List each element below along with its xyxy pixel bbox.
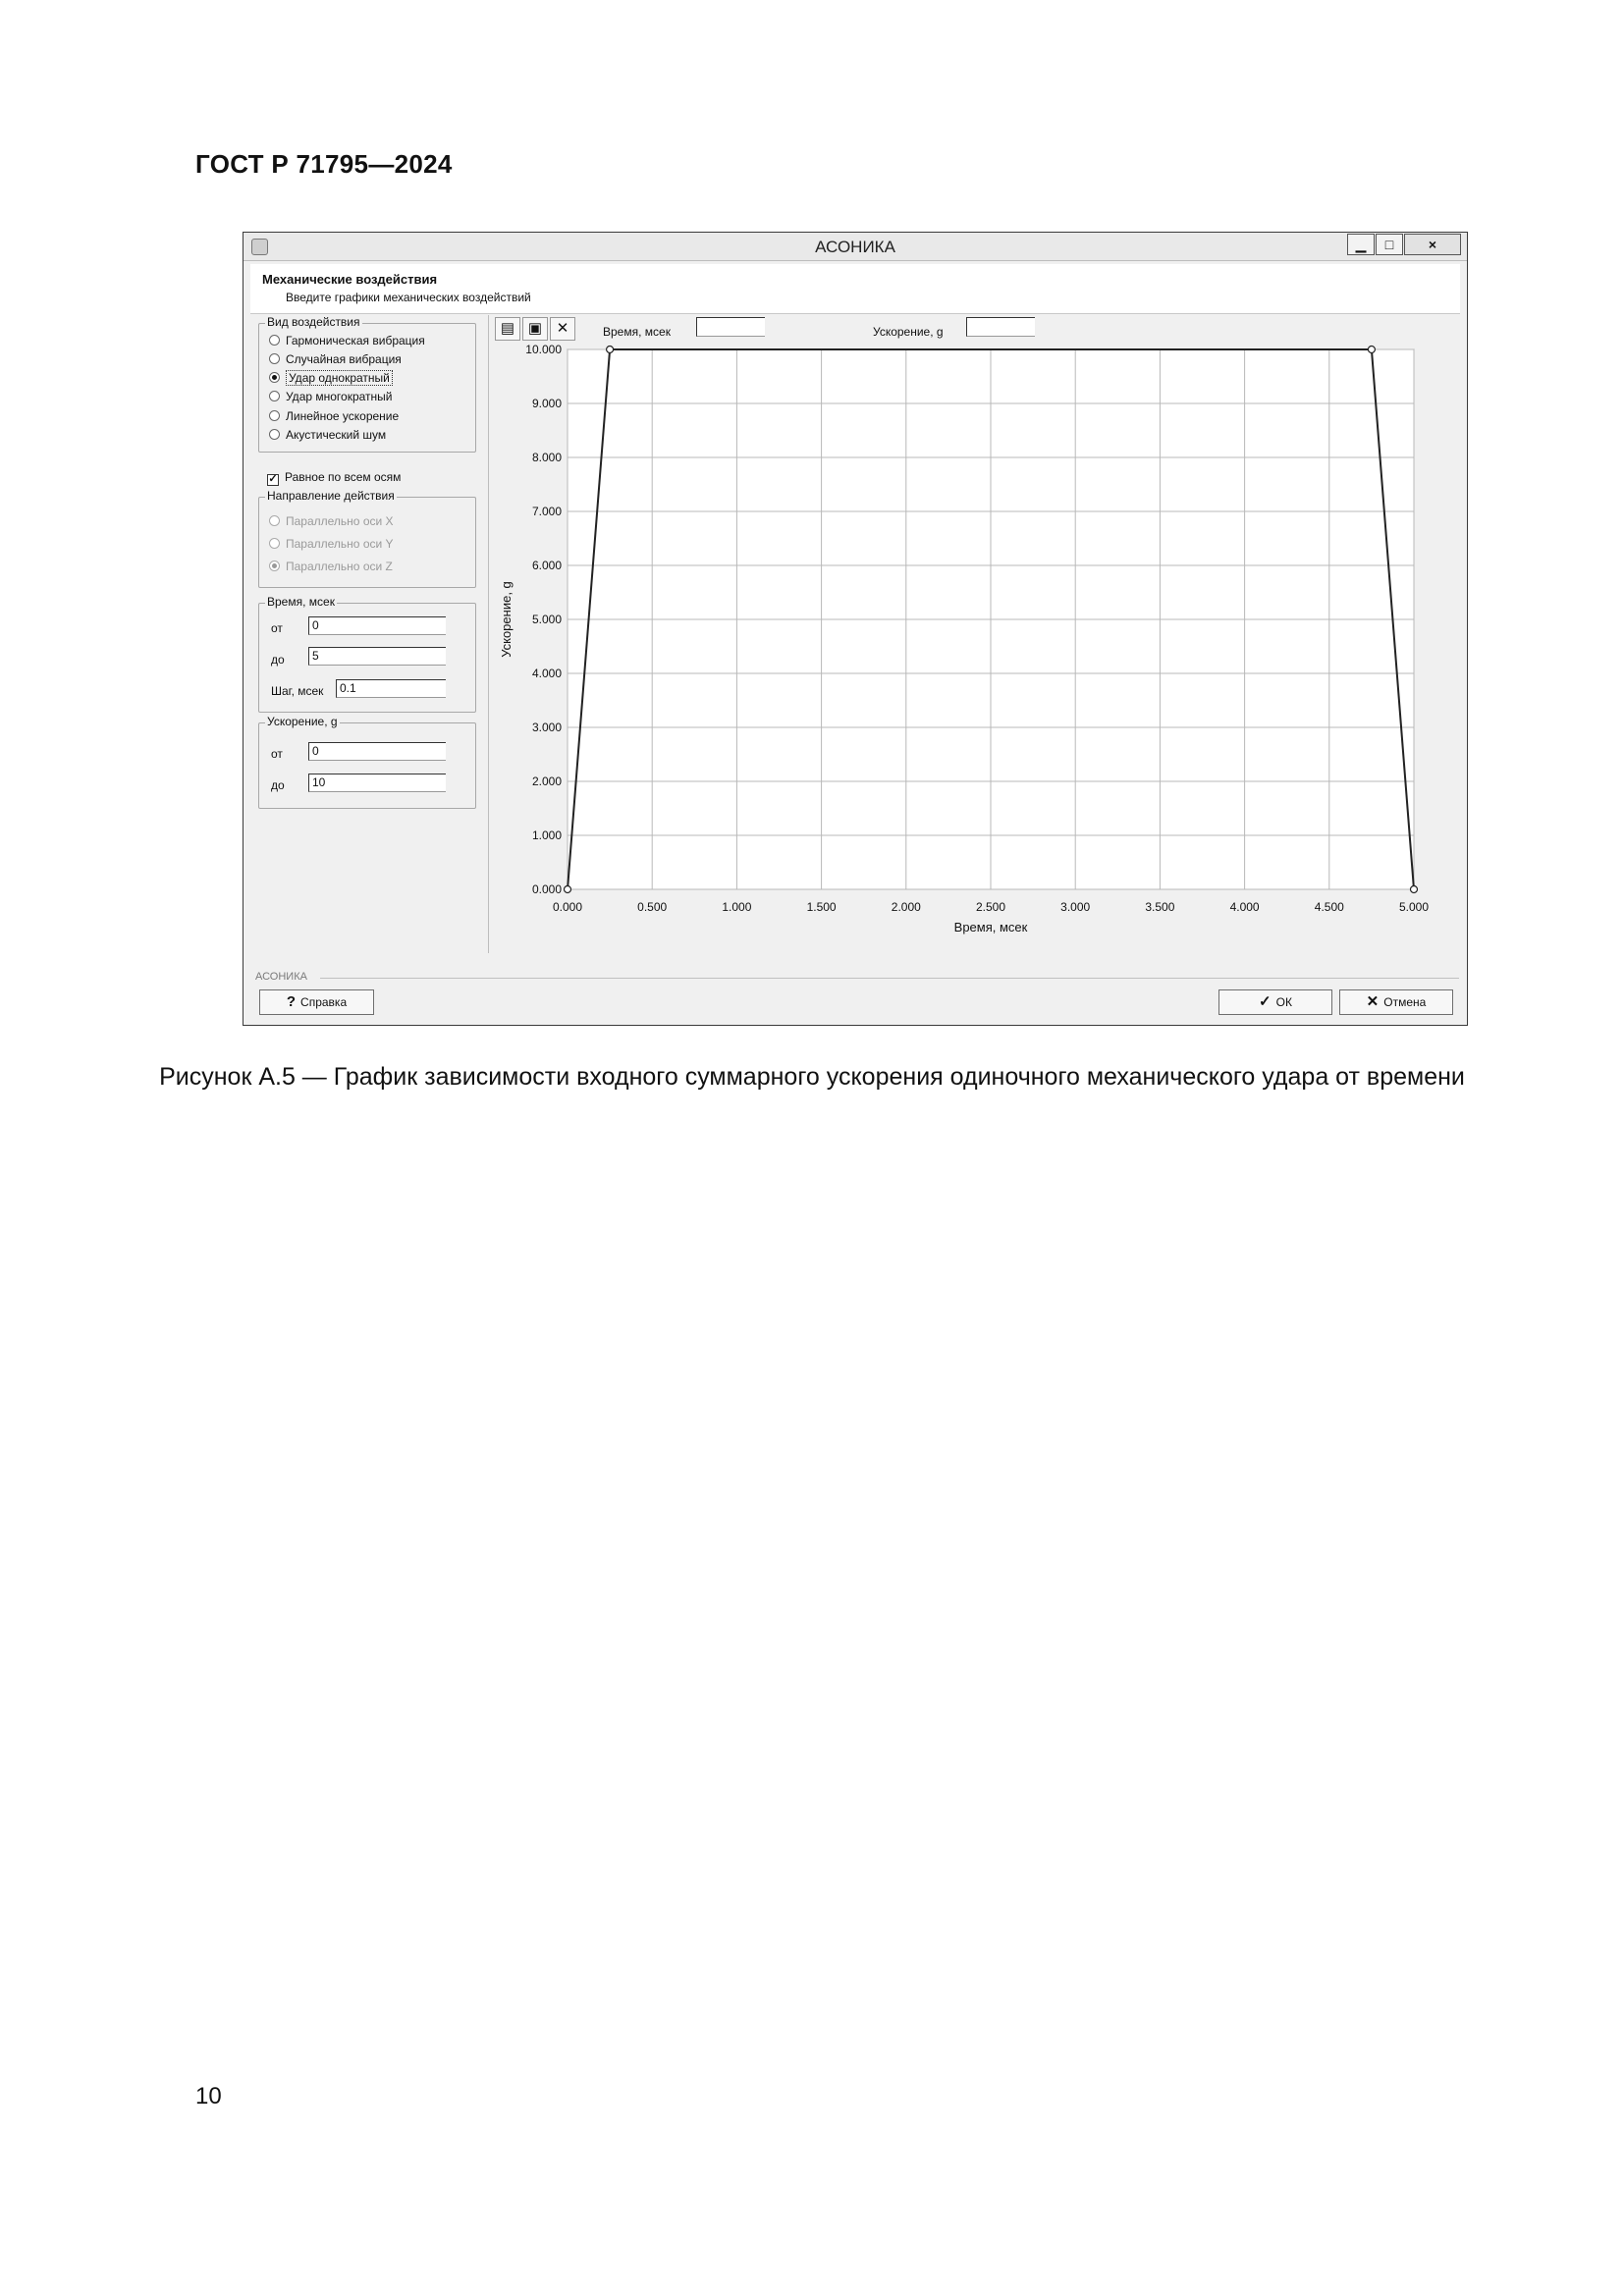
- minimize-icon: ▁: [1355, 237, 1367, 252]
- open-button[interactable]: [495, 317, 520, 341]
- maximize-button[interactable]: [1376, 234, 1403, 255]
- y-tick-label: 10.000: [525, 343, 562, 356]
- y-tick-label: 1.000: [531, 828, 562, 842]
- ok-label: ОК: [1275, 995, 1292, 1009]
- time-group: [258, 595, 476, 713]
- equal-axes-label: Равное по всем осям: [285, 470, 402, 484]
- time-step-input[interactable]: 0.1: [336, 679, 446, 698]
- help-icon: ?: [286, 993, 297, 1010]
- radio-icon[interactable]: [269, 372, 280, 383]
- radio-label: Удар однократный: [286, 370, 393, 386]
- radio-multiple-shock[interactable]: [269, 390, 393, 403]
- radio-label: Параллельно оси Z: [286, 560, 393, 573]
- x-axis-label: Время, мсек: [953, 920, 1028, 934]
- x-tick-label: 2.000: [891, 900, 921, 914]
- ok-button[interactable]: [1218, 989, 1332, 1015]
- data-point: [607, 347, 614, 353]
- radio-linear-acceleration[interactable]: [269, 409, 399, 423]
- radio-icon: [269, 515, 280, 526]
- data-point: [1368, 347, 1375, 353]
- radio-label: Параллельно оси X: [286, 514, 394, 528]
- radio-icon: [269, 561, 280, 571]
- x-tick-label: 5.000: [1398, 900, 1430, 914]
- impact-type-group: [258, 315, 476, 453]
- y-tick-label: 2.000: [531, 774, 562, 788]
- checkmark-icon: ✓: [1259, 993, 1272, 1010]
- y-axis-label: Ускорение, g: [499, 581, 514, 658]
- acceleration-group: [258, 715, 476, 809]
- close-icon: ×: [1428, 237, 1437, 252]
- open-folder-icon: ▤: [500, 320, 515, 337]
- x-tick-label: 0.000: [552, 900, 583, 914]
- x-tick-label: 4.000: [1229, 900, 1260, 914]
- y-tick-label: 3.000: [531, 721, 562, 734]
- time-step-label: Шаг, мсек: [271, 684, 324, 698]
- y-tick-label: 7.000: [531, 505, 562, 518]
- data-point: [1411, 886, 1418, 893]
- chart-panel: [488, 315, 1461, 953]
- radio-label: Акустический шум: [286, 428, 387, 442]
- y-tick-label: 6.000: [531, 559, 562, 572]
- maximize-icon: □: [1384, 237, 1394, 252]
- checkbox-icon[interactable]: ✓: [268, 473, 278, 485]
- radio-icon[interactable]: [269, 429, 280, 440]
- impact-type-legend: Вид воздействия: [267, 315, 360, 329]
- radio-axis-x: [269, 514, 394, 528]
- cancel-label: Отмена: [1383, 995, 1427, 1009]
- radio-axis-z: [269, 560, 393, 573]
- time-to-input[interactable]: 5: [308, 647, 446, 666]
- radio-axis-y: [269, 537, 394, 551]
- window-title: АСОНИКА: [815, 238, 895, 256]
- minimize-button[interactable]: [1347, 234, 1375, 255]
- x-tick-label: 3.500: [1145, 900, 1175, 914]
- time-to-label: до: [271, 653, 285, 667]
- equal-axes-checkbox[interactable]: [267, 470, 401, 486]
- parameters-panel: [250, 315, 486, 953]
- direction-group: [258, 489, 476, 588]
- x-tick-label: 4.500: [1314, 900, 1344, 914]
- direction-legend: Направление действия: [267, 489, 395, 503]
- footer-group-label: АСОНИКА: [255, 971, 307, 983]
- x-tick-label: 1.000: [722, 900, 752, 914]
- accel-point-label: Ускорение, g: [873, 325, 944, 339]
- close-button[interactable]: [1404, 234, 1461, 255]
- document-header: ГОСТ Р 71795—2024: [195, 149, 453, 179]
- radio-label: Случайная вибрация: [286, 352, 402, 366]
- asonika-window: [243, 232, 1468, 1026]
- radio-single-shock[interactable]: [269, 371, 393, 385]
- accel-to-label: до: [271, 778, 285, 792]
- radio-random-vibration[interactable]: [269, 352, 402, 366]
- time-point-input[interactable]: [696, 317, 765, 337]
- figure-caption: Рисунок А.5 — График зависимости входного суммарного ускорения одиночного механического удара от времени: [159, 1063, 1465, 1091]
- save-icon: ▣: [527, 320, 543, 337]
- cancel-button[interactable]: [1339, 989, 1453, 1015]
- data-point: [565, 886, 571, 893]
- y-tick-label: 0.000: [531, 882, 562, 896]
- radio-icon[interactable]: [269, 391, 280, 401]
- y-tick-label: 8.000: [531, 451, 562, 464]
- radio-label: Гармоническая вибрация: [286, 334, 425, 347]
- accel-from-label: от: [271, 747, 283, 761]
- save-button[interactable]: [522, 317, 548, 341]
- time-from-input[interactable]: 0: [308, 616, 446, 635]
- y-tick-label: 9.000: [531, 397, 562, 410]
- help-label: Справка: [300, 995, 348, 1009]
- x-tick-label: 0.500: [637, 900, 668, 914]
- radio-acoustic-noise[interactable]: [269, 428, 386, 442]
- clear-button[interactable]: [550, 317, 575, 341]
- x-tick-label: 1.500: [806, 900, 837, 914]
- clear-icon: ✕: [556, 320, 569, 337]
- cancel-icon: ✕: [1366, 993, 1380, 1010]
- help-button[interactable]: [259, 989, 374, 1015]
- radio-label: Удар многократный: [286, 390, 393, 403]
- accel-from-input[interactable]: 0: [308, 742, 446, 761]
- y-tick-label: 5.000: [531, 613, 562, 626]
- y-tick-label: 4.000: [531, 667, 562, 680]
- radio-icon[interactable]: [269, 410, 280, 421]
- acceleration-chart[interactable]: [489, 343, 1461, 951]
- radio-label: Параллельно оси Y: [286, 537, 394, 551]
- wizard-subtitle: Введите графики механических воздействий: [286, 291, 531, 304]
- accel-to-input[interactable]: 10: [308, 774, 446, 792]
- time-point-label: Время, мсек: [603, 325, 671, 339]
- footer-divider: [320, 978, 1459, 979]
- time-from-label: от: [271, 621, 283, 635]
- radio-icon[interactable]: [269, 335, 280, 346]
- x-tick-label: 2.500: [975, 900, 1006, 914]
- x-tick-label: 3.000: [1060, 900, 1091, 914]
- radio-label: Линейное ускорение: [286, 409, 400, 423]
- wizard-header: [250, 264, 1460, 314]
- time-legend: Время, мсек: [267, 595, 335, 609]
- acceleration-legend: Ускорение, g: [267, 715, 338, 728]
- accel-point-input[interactable]: [966, 317, 1035, 337]
- page-number: 10: [195, 2083, 222, 2109]
- title-bar[interactable]: [244, 233, 1467, 261]
- radio-icon[interactable]: [269, 353, 280, 364]
- radio-icon: [269, 538, 280, 549]
- radio-harmonic-vibration[interactable]: [269, 334, 425, 347]
- wizard-title: Механические воздействия: [262, 272, 438, 287]
